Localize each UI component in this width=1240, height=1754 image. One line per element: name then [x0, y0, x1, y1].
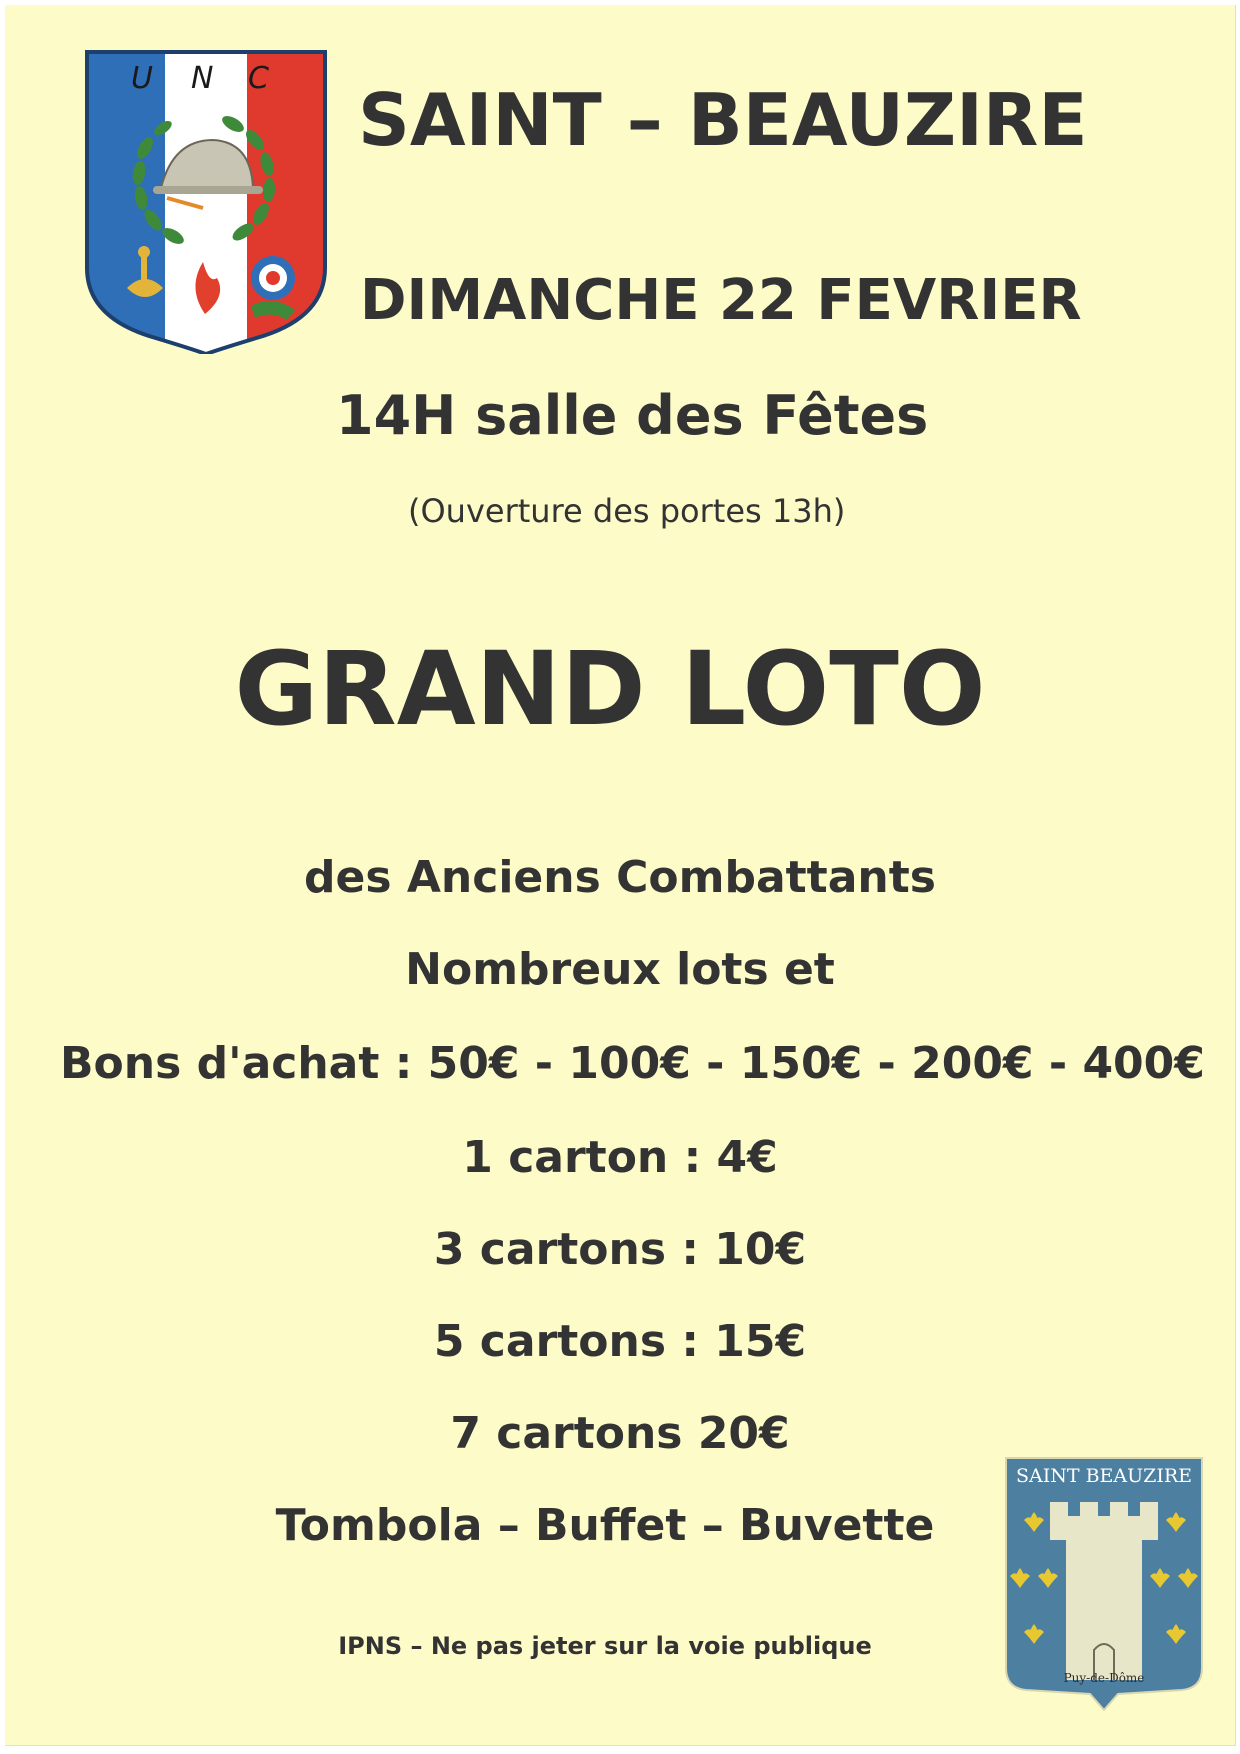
vouchers-line: Bons d'achat : 50€ - 100€ - 150€ - 200€ - 400€: [60, 1038, 1205, 1089]
town-heading: SAINT – BEAUZIRE: [358, 78, 1088, 162]
price-3-cartons: 3 cartons : 10€: [433, 1224, 807, 1275]
price-5-cartons: 5 cartons : 15€: [433, 1316, 807, 1367]
event-time-place: 14H salle des Fêtes: [336, 384, 929, 447]
castle-tower-icon: [1050, 1502, 1158, 1680]
doors-open-note: (Ouverture des portes 13h): [408, 492, 846, 530]
unc-letter-n: N: [191, 61, 214, 96]
crest-subtitle: Puy-de-Dôme: [1063, 1671, 1145, 1685]
unc-letter-c: C: [248, 61, 269, 96]
unc-letter-u: U: [131, 61, 153, 96]
extras-line: Tombola – Buffet – Buvette: [275, 1500, 935, 1551]
event-date: DIMANCHE 22 FEVRIER: [360, 268, 1082, 333]
crest-title: SAINT BEAUZIRE: [1015, 1465, 1193, 1487]
price-1-carton: 1 carton : 4€: [462, 1132, 778, 1183]
cockade-icon: [251, 256, 295, 320]
prizes-line: Nombreux lots et: [405, 944, 835, 995]
unc-shield-logo: [83, 48, 329, 354]
event-title: GRAND LOTO: [234, 630, 986, 749]
saint-beauzire-crest: [1004, 1456, 1204, 1711]
ipns-footer: IPNS – Ne pas jeter sur la voie publique: [338, 1632, 872, 1660]
price-7-cartons: 7 cartons 20€: [450, 1408, 790, 1459]
organizer-line: des Anciens Combattants: [304, 852, 936, 903]
